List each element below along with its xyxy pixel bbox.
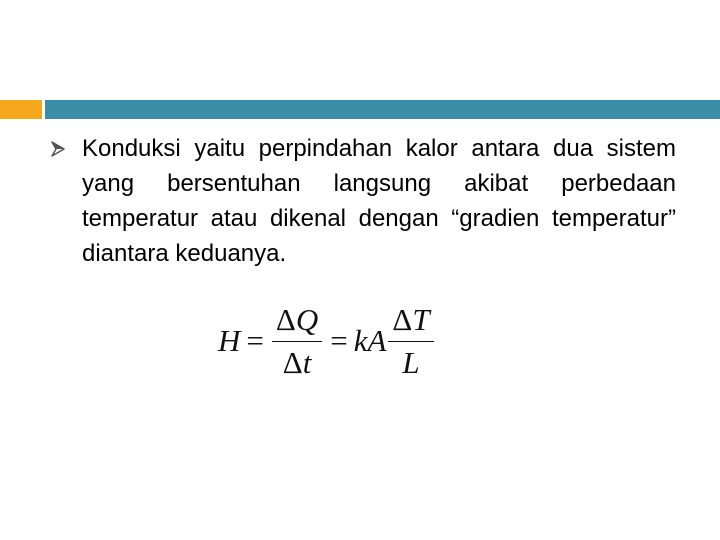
fraction-heat-rate-denominator: Δt [272, 341, 322, 381]
formula-equals-1: = [246, 323, 264, 358]
formula-lhs: H [218, 323, 241, 358]
formula-equals-2: = [330, 323, 348, 358]
conduction-formula [218, 296, 436, 386]
fraction-heat-rate [272, 302, 322, 381]
fraction-temperature-gradient-numerator: ΔT [392, 301, 430, 337]
title-bar [0, 100, 720, 119]
arrowhead-bullet-icon [51, 141, 65, 157]
fraction-temperature-gradient-denominator: L [388, 341, 433, 381]
formula-coefficient: kA [353, 323, 387, 358]
fraction-heat-rate-numerator: ΔQ [275, 301, 319, 337]
fraction-temperature-gradient [388, 302, 433, 381]
title-bar-band [45, 100, 720, 119]
title-bar-accent [0, 100, 42, 119]
definition-paragraph: Konduksi yaitu perpindahan kalor antara dua sistem yang bersentuhan langsung akibat perbedaan temperatur atau dikenal dengan “gradien temperatur” diantara keduanya. [82, 135, 676, 267]
